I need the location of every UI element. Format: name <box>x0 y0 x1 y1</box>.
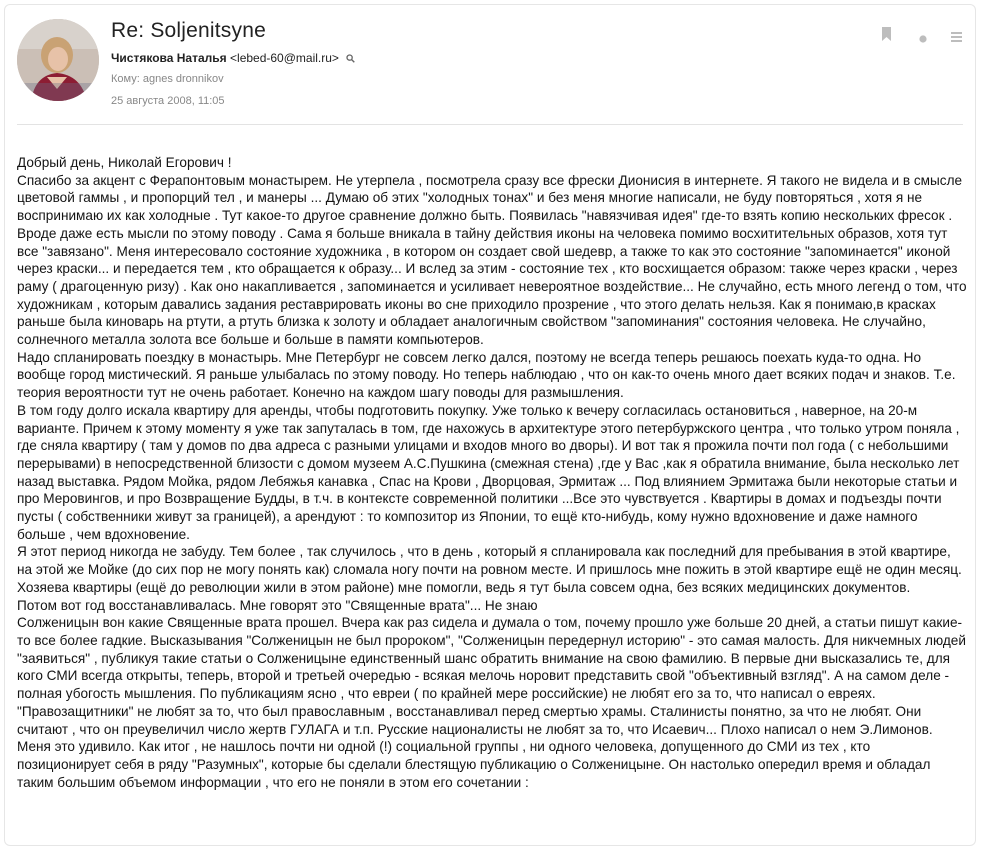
search-icon[interactable] <box>346 52 355 66</box>
sender-line <box>111 51 355 66</box>
message-toolbar <box>877 27 967 45</box>
sender-avatar[interactable] <box>17 19 99 101</box>
body-paragraph: В том году долго искала квартиру для аренды, чтобы подготовить покупку. Уже только к вечеру согласилась остановиться , наверное, на 20-м варианте. Причем к этому моменту я уже так запуталась в том, где нахожусь в архитектуре этого петербуржского центра , что только утром поняла , где сняла квартиру ( там у домов по два адреса с разными улицами и входов много во дворы). И вот так я прожила почти пол года ( с небольшими перерывами) в непосредственной близости с домом музеем А.С.Пушкина (смежная стена) ,где у Вас ,как я обратила внимание, была несколько лет назад выставка. Рядом Мойка, рядом Лебяжья канавка , Спас на Крови , Дворцовая, Эрмитаж ... Под влиянием Эрмитажа были некоторые статьи и про Меровингов, и про Возвращение Будды, в т.ч. в контексте современной политики ...Все это чувствуется . Квартиры в домах и подъезды почти пусты ( собственники живут за границей), а арендуют : то композитор из Японии, то ещё кто-нибудь, кому нужно вдохновение и даже намного больше , чем вдохновение. <box>17 402 960 542</box>
bookmark-icon[interactable] <box>881 27 892 46</box>
sender-name[interactable]: Чистякова Наталья <box>111 51 227 65</box>
body-paragraph: Я этот период никогда не забуду. Тем более , так случилось , что в день , который я спланировала как последний для пребывания в этой квартире, на этой же Мойке (до сих пор не могу понять как) сломала ногу почти на ровном месте. И пришлось мне пожить в этой квартире ещё не один месяц. Хозяева квартиры (ещё до революции жили в этом районе) мне помогли, ведь я тут была совсем одна, без всяких медицинских документов. <box>17 544 962 595</box>
status-dot-icon[interactable] <box>919 30 927 48</box>
body-paragraph: Надо спланировать поездку в монастырь. Мне Петербург не совсем легко дался, поэтому не всегда теперь решаюсь поехать куда-то одна. Но вообще город мистический. Я раньше улыбалась по этому поводу. Но теперь наблюдаю , что он как-то очень много дает всяких подач и знаков. Т.е. теория вероятности тут не очень работает. Конечно на каждом шагу поводы для размышления. <box>17 349 956 401</box>
body-paragraph: Добрый день, Николай Егорович ! <box>17 155 232 170</box>
body-paragraph: Солженицын вон какие Священные врата прошел. Вчера как раз сидела и думала о том, почему прошло уже больше 20 дней, а статьи пишут какие-то все более гадкие. Высказывания "Солженицын не был пророком", "Солженицын передернул историю" - это самая малость. Для никчемных людей "заявиться" , публикуя такие статьи о Солженицыне единственный шанс обратить внимание на свою фамилию. В первые дни высказались те, для кого СМИ всегда открыты, теперь, второй и третьей очередью - всякая мелочь норовит представить свой "объективный взгляд". А на самом деле - полная убогость мышления. По публикациям ясно , что евреи ( по крайней мере российские) не любят его за то, что написал о евреях. "Правозащитники" не любят за то, что был православным , восстанавливал перед смертью храмы. Сталинисты понятно, за что не любят. Они считают , что он преувеличил число жертв ГУЛАГА и т.п. Русские националисты не любят за то, что Исаевич... Плохо написал о нем Э.Лимонов. Меня это удивило. Как итог , не нашлось почти ни одной (!) социальной группы , ни одного человека, допущенного до СМИ из тех , кто позиционирует себя в ряду "Разумных", которые бы сделали блестящую публикацию о Солженицыне. Он настолько опередил время и обладал таким большим объемом информации , что его не поняли в этом его сочетании : <box>17 615 966 790</box>
message-body <box>17 154 967 791</box>
message-subject: Re: Soljenitsyne <box>111 19 266 42</box>
recipient-line <box>111 73 224 85</box>
recipient-name[interactable]: agnes dronnikov <box>142 73 224 85</box>
message-card <box>4 4 976 846</box>
sender-email[interactable]: <lebed-60@mail.ru> <box>230 51 339 65</box>
header-divider <box>17 124 963 125</box>
menu-icon[interactable] <box>951 29 962 47</box>
body-paragraph: Спасибо за акцент с Ферапонтовым монастырем. Не утерпела , посмотрела сразу все фрески Дионисия в интернете. Я такого не видела и в смысле цветовой гаммы , и пропорций тел , и манеры ... Думаю об этих "холодных тонах" и без меня многие написали, не буду повторяться , хотя я не воспринимаю их как холодные . Тут какое-то другое сравнение должно быть. Появилась "навязчивая идея" где-то взять копию нескольких фресок . Вроде даже есть мысли по этому поводу . Сама я больше вникала в тайну действия иконы на человека помимо восхитительных образов, хотя тут все "завязано". Меня интересовало состояние художника , в котором он создает свой шедевр, а также то как это состояние "запоминается" иконой через краски... и передается тем , кто обращается к образу... И вслед за этим - состояние тех , кто восхищается образом: также через краски , через раму ( драгоценную ризу) . Как оно накапливается , запоминается и усиливает невероятное воздействие... Не случайно, есть много легенд о том, что художникам , которым давались задания реставрировать иконы во сне приходило прозрение , что этого делать нельзя. Как я понимаю,в красках раньше была киноварь на ртути, а ртуть близка к золоту и обладает аналогичным свойством "запоминания" состояния человека. Не случайно, солнечного металла золота все больше и больше в памяти компьютеров. <box>17 172 967 348</box>
body-paragraph: Потом вот год восстанавливалась. Мне говорят это "Священные врата"... Не знаю <box>17 597 538 613</box>
to-label: Кому: <box>111 73 140 85</box>
message-date: 25 августа 2008, 11:05 <box>111 95 225 107</box>
avatar-photo <box>17 19 99 101</box>
